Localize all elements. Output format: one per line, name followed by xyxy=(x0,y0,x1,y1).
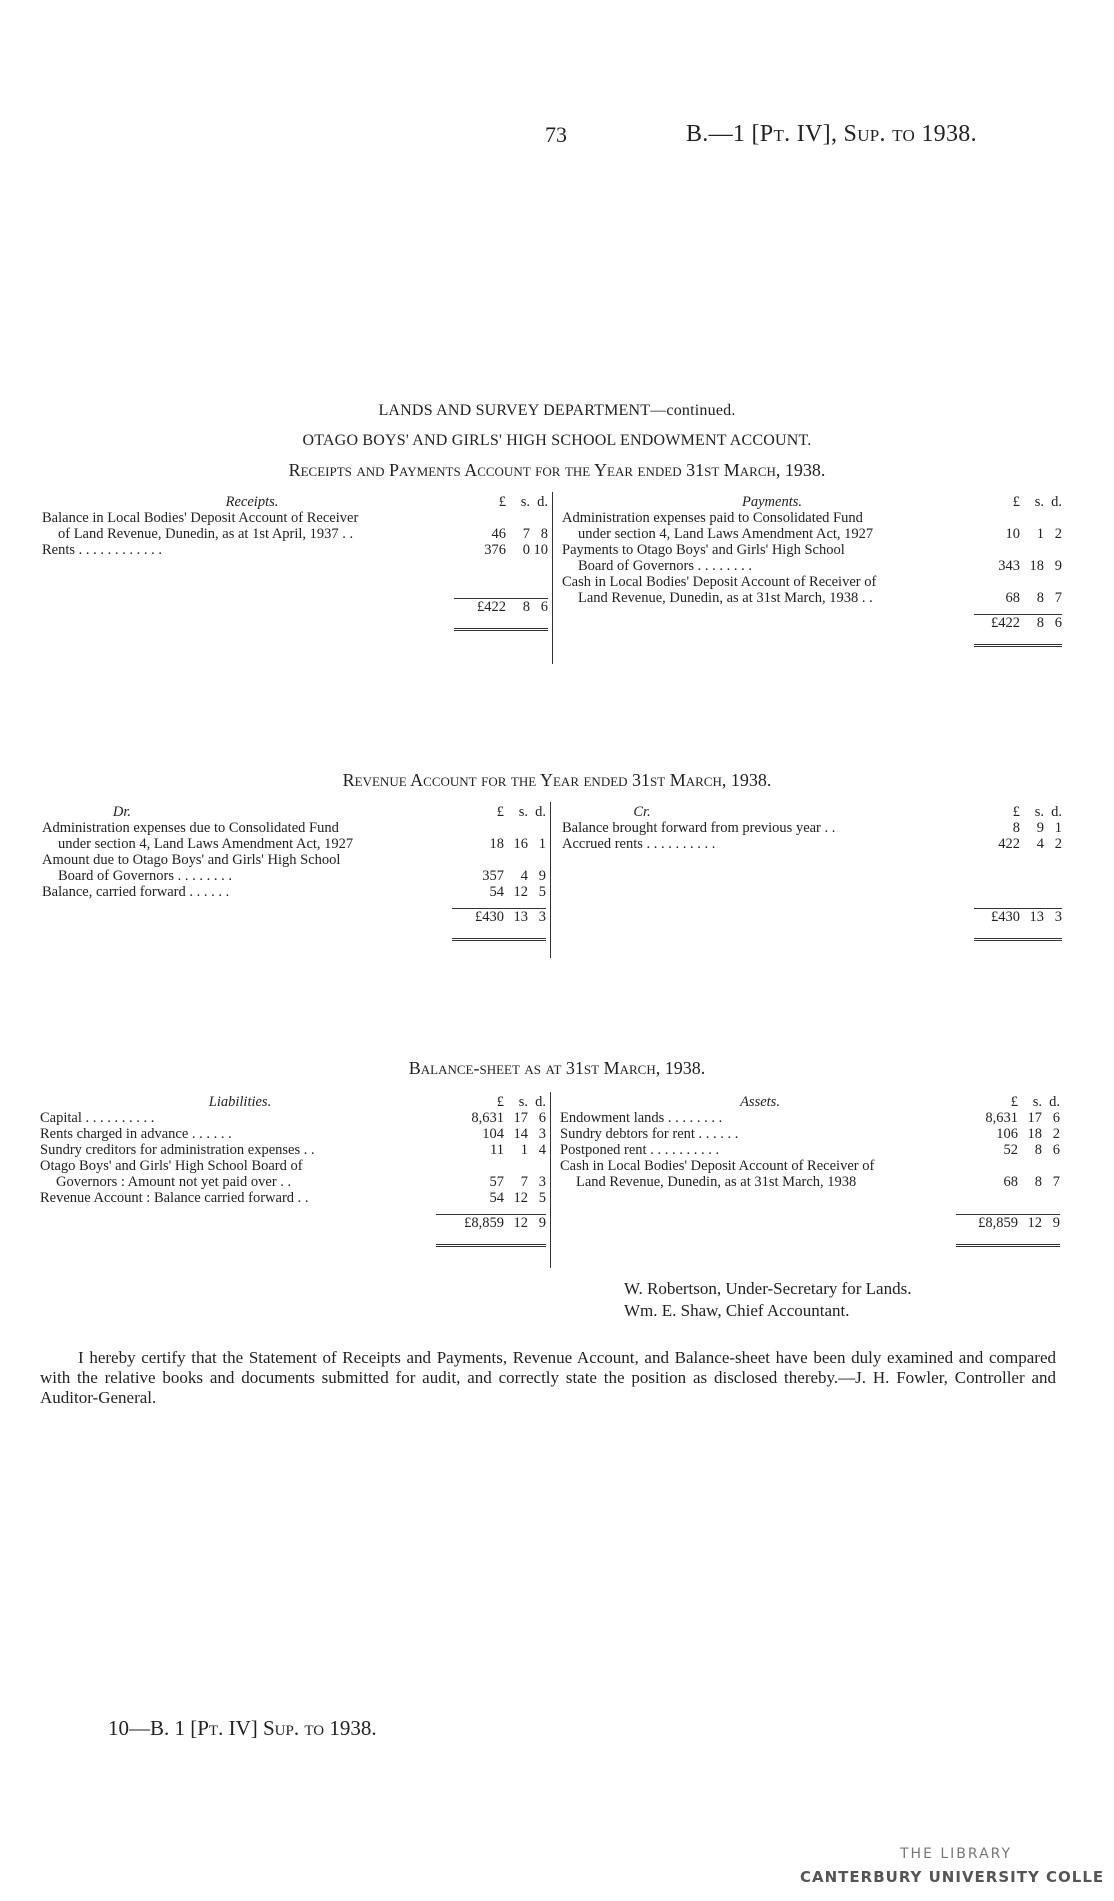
revenue-dr-block xyxy=(42,804,546,941)
row-pence: 1 xyxy=(1054,820,1062,836)
row-pounds: 18 xyxy=(489,836,504,852)
total-pounds: £422 xyxy=(991,615,1020,631)
row-description: Balance, carried forward . . . . . . xyxy=(42,884,230,900)
row-pence: 2 xyxy=(1054,526,1062,542)
row-pence: 2 xyxy=(1054,836,1062,852)
payments-total xyxy=(974,614,1062,640)
row-pounds: 54 xyxy=(489,1190,504,1206)
assets-total xyxy=(956,1214,1060,1240)
receipts-block xyxy=(42,494,548,631)
account-row xyxy=(42,836,546,852)
total-shillings: 12 xyxy=(1027,1215,1042,1231)
payments-block xyxy=(562,494,1062,647)
total-shillings: 13 xyxy=(513,909,528,925)
total-pounds: £8,859 xyxy=(978,1215,1018,1231)
account-row xyxy=(42,526,548,542)
total-pounds: £422 xyxy=(477,599,506,615)
account-row xyxy=(40,1158,546,1174)
row-description: Postponed rent . . . . . . . . . . xyxy=(560,1142,720,1158)
account-row xyxy=(560,1110,1060,1126)
row-description: Revenue Account : Balance carried forward . . xyxy=(40,1190,309,1206)
shillings-header: s. xyxy=(1034,494,1044,510)
row-pounds: 104 xyxy=(482,1126,504,1142)
account-row xyxy=(562,526,1062,542)
shillings-header: s. xyxy=(1034,804,1044,820)
row-shillings: 8 xyxy=(1034,1174,1042,1190)
account-row xyxy=(560,1126,1060,1142)
pence-header: d. xyxy=(537,494,548,510)
row-shillings: 14 xyxy=(513,1126,528,1142)
shillings-header: s. xyxy=(518,804,528,820)
row-description: Land Revenue, Dunedin, as at 31st March, 1938 . . xyxy=(578,590,873,606)
row-description: Sundry debtors for rent . . . . . . xyxy=(560,1126,739,1142)
revenue-title: Revenue Account for the Year ended 31st March, 1938. xyxy=(342,770,772,790)
account-row xyxy=(40,1142,546,1158)
row-pence: 7 xyxy=(1052,1174,1060,1190)
account-row xyxy=(42,820,546,836)
account-row xyxy=(562,820,1062,836)
row-pence: 5 xyxy=(538,1190,546,1206)
row-shillings: 1 xyxy=(520,1142,528,1158)
revenue-dr-total xyxy=(452,908,546,934)
total-pounds: £8,859 xyxy=(464,1215,504,1231)
row-pounds: 357 xyxy=(482,868,504,884)
pounds-header: £ xyxy=(1012,494,1020,510)
cr-header-row xyxy=(562,804,1062,820)
money-headers xyxy=(462,494,548,510)
row-shillings: 17 xyxy=(513,1110,528,1126)
total-shillings: 13 xyxy=(1029,909,1044,925)
row-pence: 8 xyxy=(540,526,548,542)
receipts-total xyxy=(454,598,548,624)
total-shillings: 8 xyxy=(1036,615,1044,631)
shillings-header: s. xyxy=(1032,1094,1042,1110)
audit-certification: I hereby certify that the Statement of Receipts and Payments, Revenue Account, and Balance-sheet have been duly examined and compared with the relative books and documents submitted for audit, and correctly state the position as disclosed thereby.—J. H. Fowler, Controller and Auditor-General. xyxy=(40,1348,1056,1407)
total-pence: 3 xyxy=(1054,909,1062,925)
row-pounds: 8 xyxy=(1012,820,1020,836)
total-pence: 9 xyxy=(1052,1215,1060,1231)
account-row xyxy=(42,852,546,868)
liabilities-block xyxy=(40,1094,546,1247)
divider-rev xyxy=(550,802,551,958)
pounds-header: £ xyxy=(1010,1094,1018,1110)
row-description: Governors : Amount not yet paid over . . xyxy=(56,1174,292,1190)
department-title: LANDS AND SURVEY DEPARTMENT—continued. xyxy=(378,402,736,419)
total-shillings: 8 xyxy=(522,599,530,615)
row-description: Board of Governors . . . . . . . . xyxy=(58,868,232,884)
total-pence: 9 xyxy=(538,1215,546,1231)
row-pounds: 57 xyxy=(489,1174,504,1190)
pence-header: d. xyxy=(535,804,546,820)
pounds-header: £ xyxy=(496,804,504,820)
row-pence: 6 xyxy=(538,1110,546,1126)
row-pence: 5 xyxy=(538,884,546,900)
shillings-header: s. xyxy=(520,494,530,510)
payments-header-row xyxy=(562,494,1062,510)
pence-header: d. xyxy=(1051,804,1062,820)
total-pence: 6 xyxy=(540,599,548,615)
money-headers xyxy=(976,494,1062,510)
revenue-cr-block xyxy=(562,804,1062,941)
footer-reference: 10—B. 1 [Pt. IV] Sup. to 1938. xyxy=(108,1716,377,1740)
row-description: Sundry creditors for administration expenses . . xyxy=(40,1142,315,1158)
account-row xyxy=(40,1110,546,1126)
row-description: Cash in Local Bodies' Deposit Account of Receiver of xyxy=(562,574,877,590)
row-pounds: 68 xyxy=(1003,1174,1018,1190)
library-stamp-line1: THE LIBRARY xyxy=(900,1846,1013,1862)
row-description: Capital . . . . . . . . . . xyxy=(40,1110,155,1126)
account-row xyxy=(42,510,548,526)
row-pounds: 8,631 xyxy=(471,1110,504,1126)
assets-heading: Assets. xyxy=(740,1094,780,1110)
liabilities-heading: Liabilities. xyxy=(208,1094,272,1110)
row-shillings: 12 xyxy=(513,884,528,900)
row-pounds: 46 xyxy=(491,526,506,542)
account-row xyxy=(562,574,1062,590)
dr-heading: Dr. xyxy=(112,804,132,820)
money-headers xyxy=(460,1094,546,1110)
row-pounds: 52 xyxy=(1003,1142,1018,1158)
row-description: under section 4, Land Laws Amendment Act, 1927 xyxy=(58,836,354,852)
row-shillings: 8 xyxy=(1034,1142,1042,1158)
signature-robertson: W. Robertson, Under-Secretary for Lands. xyxy=(624,1279,912,1298)
row-shillings: 16 xyxy=(513,836,528,852)
cr-heading: Cr. xyxy=(633,804,651,820)
row-shillings: 4 xyxy=(1036,836,1044,852)
account-row xyxy=(562,542,1062,558)
receipts-header-row xyxy=(42,494,548,510)
account-row xyxy=(42,884,546,900)
total-pence: 3 xyxy=(538,909,546,925)
receipts-heading: Receipts. xyxy=(225,494,279,510)
row-shillings: 7 xyxy=(522,526,530,542)
pence-header: d. xyxy=(1049,1094,1060,1110)
row-description: Balance brought forward from previous year . . xyxy=(562,820,836,836)
row-description: Payments to Otago Boys' and Girls' High School xyxy=(562,542,845,558)
row-description: Otago Boys' and Girls' High School Board of xyxy=(40,1158,303,1174)
money-headers xyxy=(974,1094,1060,1110)
row-pounds: 422 xyxy=(998,836,1020,852)
row-description: Rents . . . . . . . . . . . . xyxy=(42,542,163,558)
row-pence: 9 xyxy=(1054,558,1062,574)
page-number: 73 xyxy=(545,122,567,147)
row-pence: 4 xyxy=(538,1142,546,1158)
row-pounds: 8,631 xyxy=(985,1110,1018,1126)
dr-header-row xyxy=(42,804,546,820)
account-row xyxy=(562,836,1062,852)
liabilities-rows xyxy=(40,1110,546,1206)
row-pounds: 54 xyxy=(489,884,504,900)
shillings-header: s. xyxy=(518,1094,528,1110)
row-pence: 3 xyxy=(538,1174,546,1190)
pounds-header: £ xyxy=(1012,804,1020,820)
row-description: Balance in Local Bodies' Deposit Account of Receiver xyxy=(42,510,359,526)
account-row xyxy=(40,1190,546,1206)
row-pence: 7 xyxy=(1054,590,1062,606)
row-shillings: 12 xyxy=(513,1190,528,1206)
row-description: Cash in Local Bodies' Deposit Account of Receiver of xyxy=(560,1158,875,1174)
row-pounds: 11 xyxy=(490,1142,504,1158)
account-row xyxy=(562,510,1062,526)
row-pence: 10 xyxy=(533,542,548,558)
row-shillings: 8 xyxy=(1036,590,1044,606)
assets-rows xyxy=(560,1110,1060,1190)
row-pence: 6 xyxy=(1052,1110,1060,1126)
account-row xyxy=(560,1158,1060,1174)
row-pounds: 343 xyxy=(998,558,1020,574)
row-description: under section 4, Land Laws Amendment Act, 1927 xyxy=(578,526,874,542)
row-pence: 9 xyxy=(538,868,546,884)
row-description: Amount due to Otago Boys' and Girls' High School xyxy=(42,852,341,868)
document-reference: B.—1 [Pt. IV], Sup. to 1938. xyxy=(686,121,977,147)
money-headers xyxy=(976,804,1062,820)
row-description: of Land Revenue, Dunedin, as at 1st April, 1937 . . xyxy=(58,526,354,542)
account-row xyxy=(42,542,548,558)
row-pounds: 106 xyxy=(996,1126,1018,1142)
balance-sheet-title: Balance-sheet as at 31st March, 1938. xyxy=(408,1058,706,1078)
money-headers xyxy=(460,804,546,820)
pence-header: d. xyxy=(1051,494,1062,510)
assets-header-row xyxy=(560,1094,1060,1110)
payments-rows xyxy=(562,510,1062,606)
row-shillings: 0 xyxy=(522,542,530,558)
account-title: OTAGO BOYS' AND GIRLS' HIGH SCHOOL ENDOWMENT ACCOUNT. xyxy=(302,432,812,449)
row-shillings: 1 xyxy=(1036,526,1044,542)
row-description: Administration expenses paid to Consolidated Fund xyxy=(562,510,863,526)
row-pence: 1 xyxy=(538,836,546,852)
pounds-header: £ xyxy=(498,494,506,510)
row-shillings: 4 xyxy=(520,868,528,884)
liabilities-header-row xyxy=(40,1094,546,1110)
account-row xyxy=(560,1174,1060,1190)
receipts-payments-title: Receipts and Payments Account for the Year ended 31st March, 1938. xyxy=(288,460,826,480)
total-pence: 6 xyxy=(1054,615,1062,631)
row-description: Rents charged in advance . . . . . . xyxy=(40,1126,232,1142)
row-shillings: 9 xyxy=(1036,820,1044,836)
row-pence: 2 xyxy=(1052,1126,1060,1142)
total-pounds: £430 xyxy=(991,909,1020,925)
revenue-cr-total xyxy=(974,908,1062,934)
assets-block xyxy=(560,1094,1060,1247)
row-shillings: 18 xyxy=(1027,1126,1042,1142)
row-pounds: 376 xyxy=(484,542,506,558)
row-pence: 3 xyxy=(538,1126,546,1142)
row-description: Administration expenses due to Consolidated Fund xyxy=(42,820,339,836)
row-pounds: 10 xyxy=(1005,526,1020,542)
library-stamp-line2: CANTERBURY UNIVERSITY COLLE xyxy=(800,1868,1105,1886)
account-row xyxy=(40,1126,546,1142)
pounds-header: £ xyxy=(496,1094,504,1110)
receipts-rows xyxy=(42,510,548,558)
row-description: Accrued rents . . . . . . . . . . xyxy=(562,836,716,852)
account-row xyxy=(562,590,1062,606)
row-shillings: 7 xyxy=(520,1174,528,1190)
row-description: Endowment lands . . . . . . . . xyxy=(560,1110,723,1126)
payments-heading: Payments. xyxy=(742,494,802,510)
row-description: Board of Governors . . . . . . . . xyxy=(578,558,752,574)
account-row xyxy=(42,868,546,884)
row-pence: 6 xyxy=(1052,1142,1060,1158)
account-row xyxy=(40,1174,546,1190)
row-shillings: 18 xyxy=(1029,558,1044,574)
total-shillings: 12 xyxy=(513,1215,528,1231)
row-description: Land Revenue, Dunedin, as at 31st March, 1938 xyxy=(576,1174,857,1190)
pence-header: d. xyxy=(535,1094,546,1110)
account-row xyxy=(562,558,1062,574)
row-pounds: 68 xyxy=(1005,590,1020,606)
liabilities-total xyxy=(436,1214,546,1240)
signature-shaw: Wm. E. Shaw, Chief Accountant. xyxy=(624,1301,850,1320)
revenue-dr-rows xyxy=(42,820,546,900)
divider-rp xyxy=(552,492,553,664)
total-pounds: £430 xyxy=(475,909,504,925)
revenue-cr-rows xyxy=(562,820,1062,852)
row-shillings: 17 xyxy=(1027,1110,1042,1126)
divider-bs xyxy=(550,1092,551,1268)
account-row xyxy=(560,1142,1060,1158)
